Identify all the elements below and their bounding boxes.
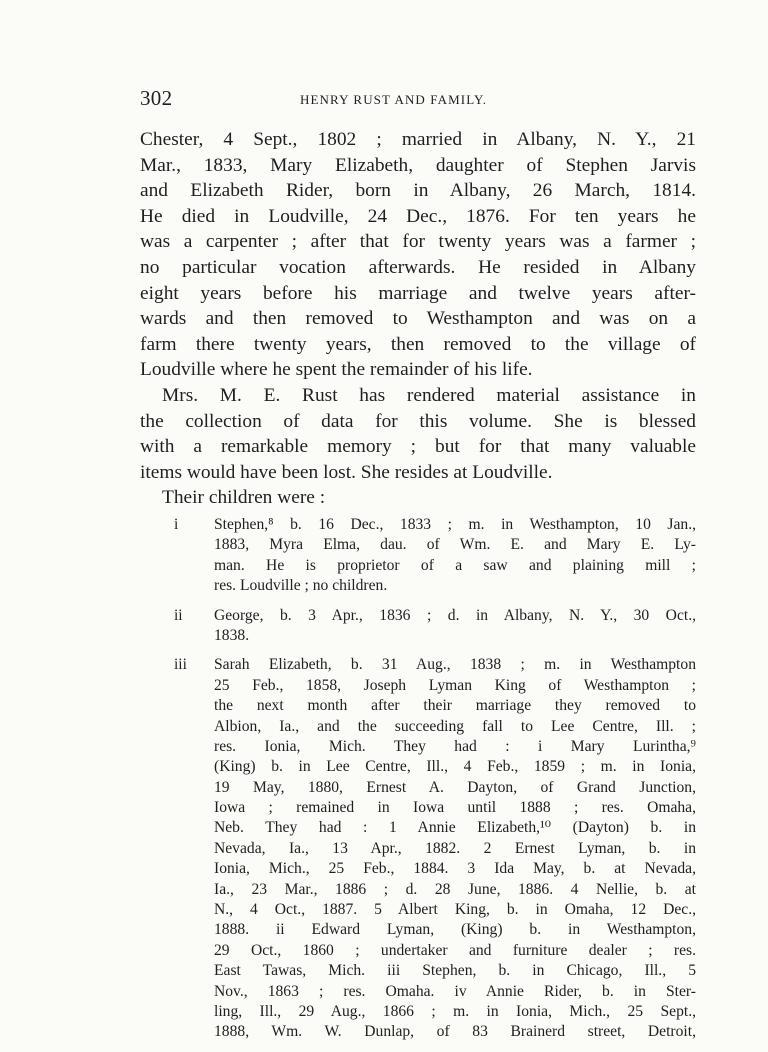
children-list	[140, 515, 696, 1052]
child-line: (King) b. in Lee Centre, Ill., 4 Feb., 1859 ; m. in Ionia,	[214, 758, 696, 776]
body-line: with a remarkable memory ; but for that many valuable	[140, 436, 696, 458]
child-line: Neb. They had : 1 Annie Elizabeth,¹⁰ (Dayton) b. in	[214, 819, 696, 837]
child-line: res. Ionia, Mich. They had : i Mary Lurintha,⁹	[214, 737, 696, 755]
child-line: Stephen,⁸ b. 16 Dec., 1833 ; m. in Westhampton, 10 Jan.,	[214, 516, 696, 533]
child-numeral: iii	[174, 656, 187, 674]
child-entry	[140, 606, 696, 647]
child-line: Albion, Ia., and the succeeding fall to Lee Centre, Ill. ;	[214, 717, 696, 735]
child-line: the next month after their marriage they removed to	[214, 697, 696, 715]
child-line: 1888. ii Edward Lyman, (King) b. in Westhampton,	[214, 921, 696, 939]
child-text	[214, 515, 696, 597]
child-line: N., 4 Oct., 1887. 5 Albert King, b. in Omaha, 12 Dec.,	[214, 901, 696, 919]
body-line: eight years before his marriage and twelve years after-	[140, 282, 696, 304]
body-line: items would have been lost. She resides at Loudville.	[140, 461, 553, 483]
body-line: farm there twenty years, then removed to the village of	[140, 333, 696, 355]
child-line: 19 May, 1880, Ernest A. Dayton, of Grand Junction,	[214, 778, 696, 796]
body-line: the collection of data for this volume. She is blessed	[140, 410, 696, 432]
child-entry	[140, 655, 696, 1042]
child-line: man. He is proprietor of a saw and plaining mill ;	[214, 556, 696, 574]
child-line: Ia., 23 Mar., 1886 ; d. 28 June, 1886. 4 Nellie, b. at	[214, 880, 696, 898]
child-line: 1883, Myra Elma, dau. of Wm. E. and Mary E. Ly-	[214, 536, 696, 554]
child-line: Sarah Elizabeth, b. 31 Aug., 1838 ; m. in Westhampton	[214, 656, 696, 674]
child-line: George, b. 3 Apr., 1836 ; d. in Albany, N. Y., 30 Oct.,	[214, 606, 696, 624]
child-line: 29 Oct., 1860 ; undertaker and furniture dealer ; res.	[214, 941, 696, 959]
page-number: 302	[140, 86, 173, 110]
body-line: Their children were :	[162, 487, 326, 509]
child-line: res. Loudville ; no children.	[214, 577, 388, 595]
running-head: HENRY RUST AND FAMILY.	[300, 92, 488, 107]
child-numeral: i	[174, 516, 179, 533]
body-line: Chester, 4 Sept., 1802 ; married in Albany, N. Y., 21	[140, 129, 696, 150]
child-line: ling, Ill., 29 Aug., 1866 ; m. in Ionia, Mich., 25 Sept.,	[214, 1002, 696, 1020]
child-line: Nov., 1863 ; res. Omaha. iv Annie Rider, b. in Ster-	[214, 982, 696, 1000]
child-line: Iowa ; remained in Iowa until 1888 ; res. Omaha,	[214, 799, 696, 817]
body-line: Loudville where he spent the remainder of his life.	[140, 359, 533, 381]
child-entry	[140, 515, 696, 597]
body-line: Mar., 1833, Mary Elizabeth, daughter of Stephen Jarvis	[140, 154, 696, 176]
child-line: 25 Feb., 1858, Joseph Lyman King of Westhampton ;	[214, 676, 696, 694]
child-text	[214, 606, 696, 647]
body-line: wards and then removed to Westhampton and was on a	[140, 308, 696, 330]
child-line: East Tawas, Mich. iii Stephen, b. in Chicago, Ill., 5	[214, 962, 696, 980]
child-line: 1838.	[214, 626, 250, 644]
body-line: Mrs. M. E. Rust has rendered material assistance in	[162, 384, 696, 406]
body-line: was a carpenter ; after that for twenty years was a farmer ;	[140, 231, 696, 253]
child-line: 1888, Wm. W. Dunlap, of 83 Brainerd street, Detroit,	[214, 1023, 696, 1041]
body-line: He died in Loudville, 24 Dec., 1876. For ten years he	[140, 205, 696, 227]
child-line: Ionia, Mich., 25 Feb., 1884. 3 Ida May, b. at Nevada,	[214, 860, 696, 878]
child-line: Nevada, Ia., 13 Apr., 1882. 2 Ernest Lyman, b. in	[214, 839, 696, 857]
child-text	[214, 655, 696, 1042]
body-line: no particular vocation afterwards. He resided in Albany	[140, 256, 696, 278]
body-line: and Elizabeth Rider, born in Albany, 26 March, 1814.	[140, 180, 696, 202]
child-numeral: ii	[174, 606, 183, 624]
body-text	[140, 127, 696, 511]
